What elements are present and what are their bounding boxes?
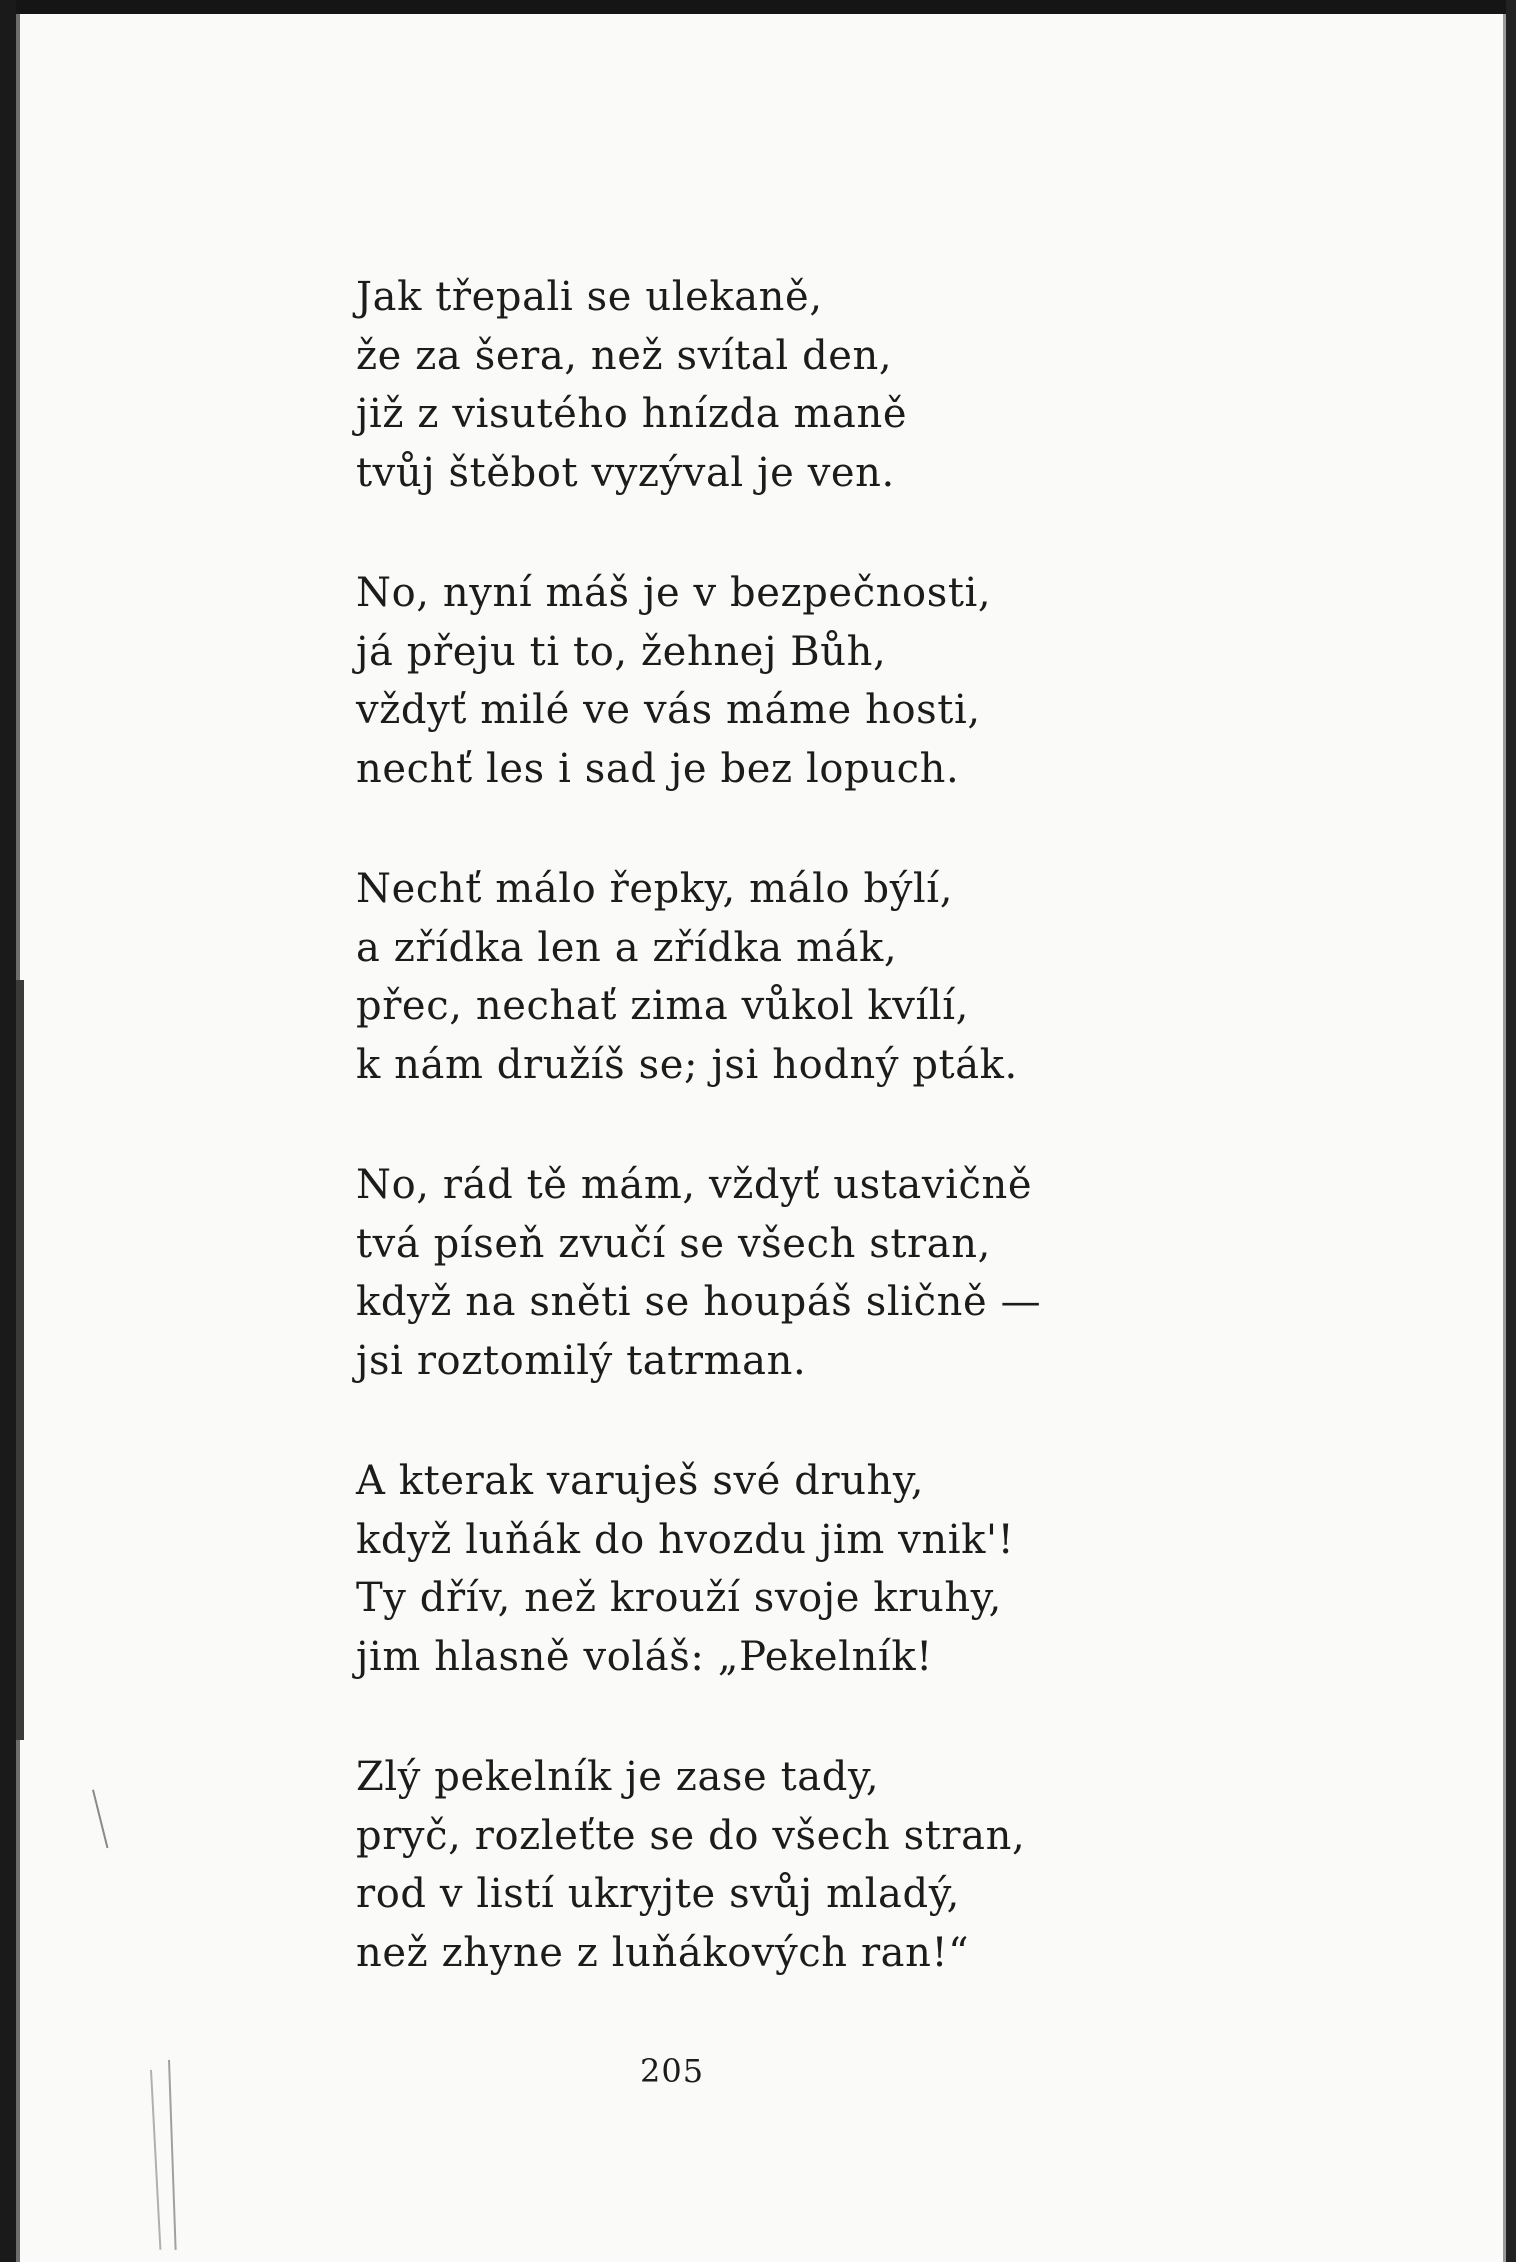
verse-line: a zřídka len a zřídka mák, [356,924,898,971]
verse-line: já přeju ti to, žehnej Bůh, [356,628,887,675]
verse-line: tvá píseň zvučí se všech stran, [356,1220,991,1267]
stanza [356,1748,1356,1982]
stanza [356,268,1356,502]
scan-mark [150,2070,161,2250]
stanza [356,860,1356,1094]
verse-line: když luňák do hvozdu jim vnik'! [356,1516,1015,1563]
verse-line: tvůj štěbot vyzýval je ven. [356,449,895,496]
verse-line: jsi roztomilý tatrman. [356,1337,807,1384]
scan-left-binding-shadow [16,980,24,1740]
verse-line: nechť les i sad je bez lopuch. [356,745,960,792]
verse-line: No, nyní máš je v bezpečnosti, [356,570,992,616]
scan-right-edge [1506,0,1516,2262]
scan-right-edge-shadow [1503,14,1506,2262]
verse-line: No, rád tě mám, vždyť ustavičně [356,1162,1033,1208]
scan-top-edge [0,0,1516,14]
verse-line: než zhyne z luňákových ran!“ [356,1929,970,1976]
page-number: 205 [640,2052,705,2090]
stanza [356,1452,1356,1686]
verse-line: jim hlasně voláš: „Pekelník! [356,1633,933,1680]
poem [356,268,1356,2044]
scan-left-edge [0,0,16,2262]
verse-line: když na sněti se houpáš sličně — [356,1279,1042,1325]
verse-line: pryč, rozleťte se do všech stran, [356,1812,1026,1859]
verse-line: Ty dřív, než krouží svoje kruhy, [356,1575,1002,1621]
verse-line: že za šera, než svítal den, [356,332,893,379]
verse-line: Jak třepali se ulekaně, [356,274,823,320]
stanza [356,1156,1356,1390]
verse-line: rod v listí ukryjte svůj mladý, [356,1871,960,1917]
verse-line: vždyť milé ve vás máme hosti, [356,687,981,733]
verse-line: Zlý pekelník je zase tady, [356,1754,880,1800]
verse-line: A kterak varuješ své druhy, [356,1458,925,1504]
verse-line: k nám družíš se; jsi hodný pták. [356,1041,1018,1088]
verse-line: Nechť málo řepky, málo býlí, [356,866,954,912]
scan-mark [168,2060,177,2250]
verse-line: přec, nechať zima vůkol kvílí, [356,983,969,1029]
stanza [356,564,1356,798]
scan-mark [92,1790,108,1849]
verse-line: již z visutého hnízda maně [356,391,908,437]
